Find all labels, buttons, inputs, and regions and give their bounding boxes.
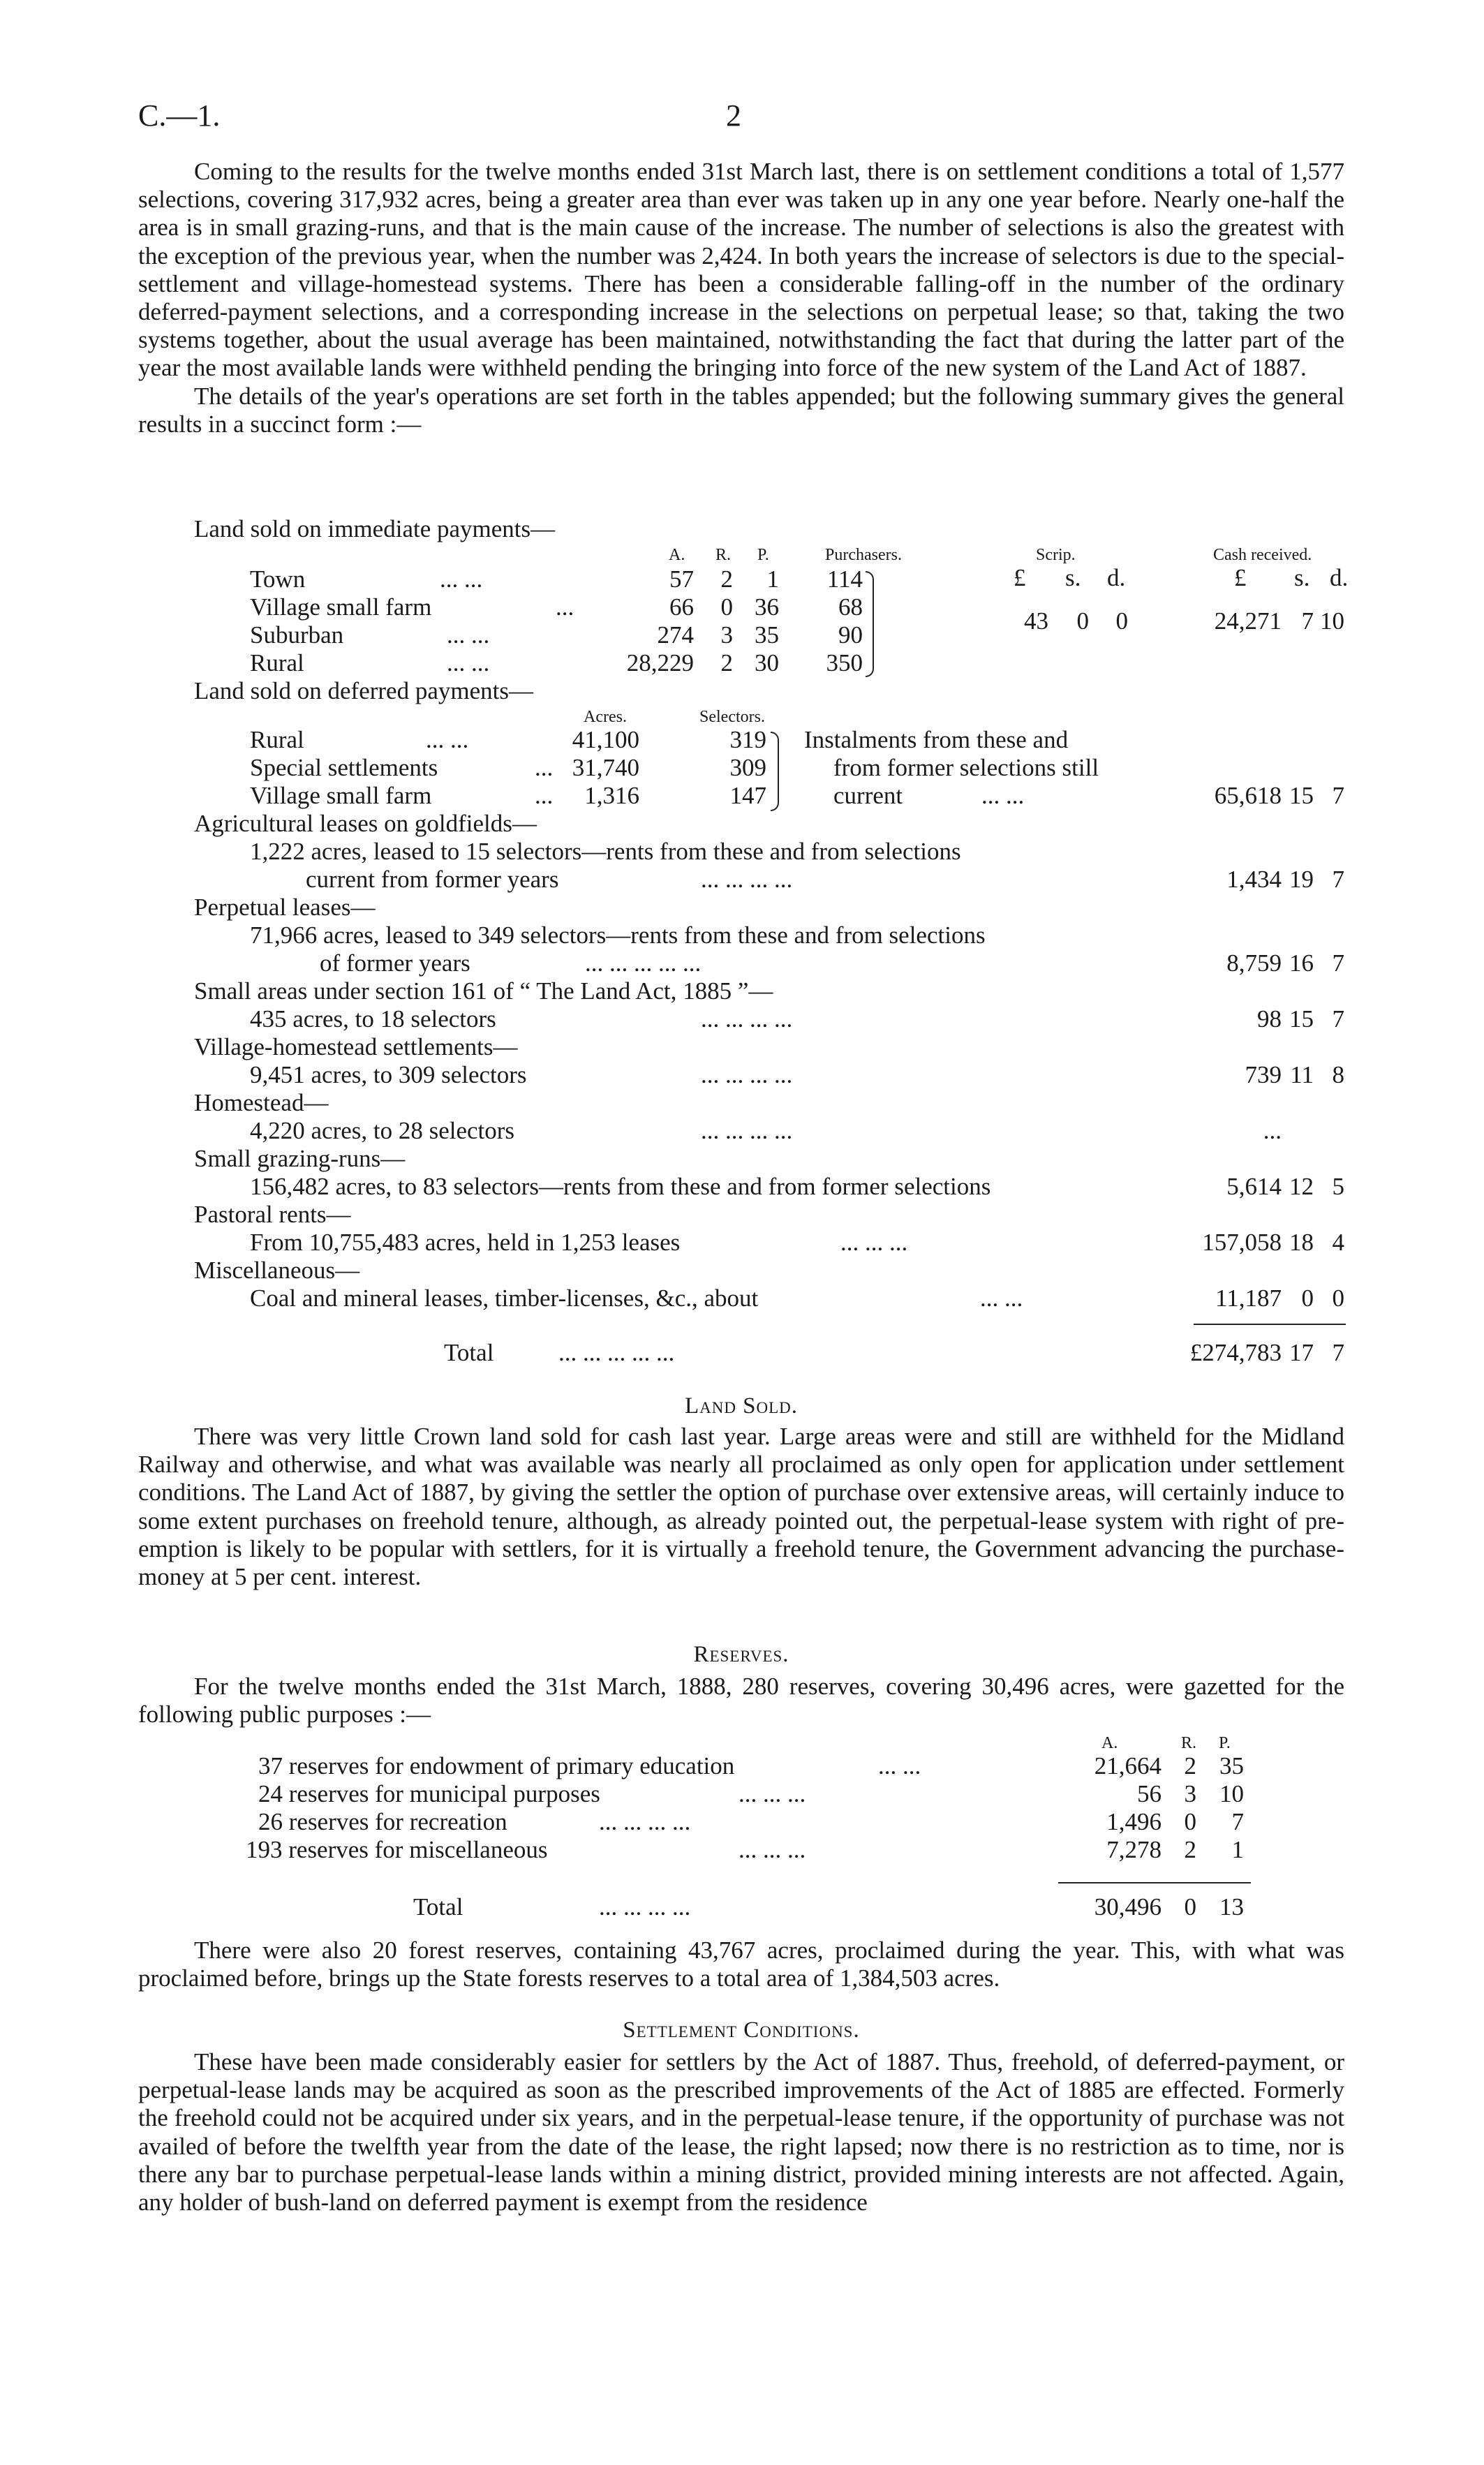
scrip-pound-symbol: £ (1014, 564, 1026, 591)
cash-pence: 4 (1332, 1229, 1344, 1256)
col-header-scrip: Scrip. (1036, 546, 1076, 564)
cash-shillings: 19 (1289, 866, 1314, 893)
settlement-paragraph: These have been made considerably easier for settlers by the Act of 1887. Thus, freehold, of deferred-payment, or perpetual-lease lands may be acquired as soon as the prescribed improvements of the Act of 1885 are effected. Formerly the freehold could not be acquired under six years, and in the perpetual-lease tenure, if the opportunity of purchase was not availed of before the twelfth year from the date of the lease, the right lapsed; now there is no restriction as to time, nor is there any bar to purchase perpetual-lease lands within a mining district, provided mining interests are not affected. Again, any holder of bush-land on deferred payment is exempt from the residence (138, 2048, 1344, 2216)
col-header-r: R. (715, 546, 732, 564)
leader-dots: ... ... ... ... ... (585, 949, 702, 977)
cash-shillings: 0 (1301, 1285, 1314, 1312)
perches-value: 30 (755, 649, 779, 676)
cash-pounds: 5,614 (1226, 1173, 1282, 1200)
perches-value: 1 (766, 565, 779, 593)
col-header-p: P. (1219, 1734, 1231, 1752)
leader-dots: ... ... ... (739, 1836, 806, 1863)
acres-value: 56 (1137, 1780, 1162, 1807)
table-row-label: Rural (250, 726, 304, 753)
perches-value: 36 (755, 593, 779, 621)
table-row-label: Town (250, 565, 306, 593)
total-rule (1058, 1882, 1251, 1883)
acres-value: 57 (669, 565, 694, 593)
acres-value: 1,496 (1106, 1808, 1162, 1835)
total-label: Total (413, 1893, 463, 1920)
item-heading: Small grazing-runs— (194, 1145, 406, 1172)
instalments-note-line-3: current (833, 782, 903, 809)
reserves-intro: For the twelve months ended the 31st March, 1888, 280 reserves, covering 30,496 acres, were gazetted for the following public purposes :— (138, 1673, 1344, 1729)
section-heading-reserves: Reserves. (693, 1642, 789, 1667)
cash-pounds: ... (1263, 1117, 1282, 1144)
cash-pounds: 24,271 (1214, 607, 1282, 635)
leader-dots: ... (535, 782, 554, 809)
intro-paragraph-2: The details of the year's operations are set forth in the tables appended; but the following summary gives the general results in a succinct form :— (138, 382, 1344, 438)
perches-value: 35 (1219, 1752, 1244, 1779)
roods-value: 3 (1184, 1780, 1196, 1807)
deferred-heading: Land sold on deferred payments— (194, 677, 533, 704)
cash-pence: 5 (1332, 1173, 1344, 1200)
acres-value: 7,278 (1106, 1836, 1162, 1863)
land-sold-paragraph: There was very little Crown land sold for cash last year. Large areas were and still are withheld for the Midland Railway and otherwise, and what was available was nearly all proclaimed as only open for application under settlement conditions. The Land Act of 1887, by giving the settler the option of purchase over extensive areas, will certainly induce to some extent purchases on freehold tenure, although, as already pointed out, the perpetual-lease system with right of pre-emption is likely to be popular with settlers, for it is virtually a freehold tenure, the Government advancing the purchase-money at 5 per cent. interest. (138, 1423, 1344, 1591)
perches-value: 10 (1219, 1780, 1244, 1807)
acres-value: 31,740 (572, 754, 639, 781)
acres-value: 66 (669, 593, 694, 621)
scrip-shillings: 0 (1076, 607, 1089, 635)
col-header-p: P. (757, 546, 769, 564)
cash-pence: 7 (1332, 1005, 1344, 1032)
item-line: 9,451 acres, to 309 selectors (250, 1061, 527, 1088)
cash-shillings: 7 (1301, 607, 1314, 635)
intro-section (138, 158, 1344, 438)
leader-dots: ... ... ... ... (701, 1005, 793, 1032)
roods-value: 3 (720, 621, 733, 649)
col-header-a: A. (1101, 1734, 1118, 1752)
cash-pounds: 98 (1257, 1005, 1282, 1032)
cash-pounds: 157,058 (1202, 1229, 1282, 1256)
item-line: From 10,755,483 acres, held in 1,253 leases (250, 1229, 681, 1256)
perches-value: 7 (1231, 1808, 1244, 1835)
section-heading-settlement-conditions: Settlement Conditions. (623, 2018, 860, 2043)
cash-pence: 0 (1332, 1285, 1344, 1312)
table-row-label: 24 reserves for municipal purposes (258, 1780, 600, 1807)
purchasers-value: 114 (826, 565, 863, 593)
col-header-acres: Acres. (584, 708, 627, 726)
item-line: current from former years (306, 866, 559, 893)
purchasers-value: 68 (838, 593, 863, 621)
perches-value: 35 (755, 621, 779, 649)
acres-value: 1,316 (584, 782, 639, 809)
cash-pounds: 1,434 (1226, 866, 1282, 893)
cash-pence: 7 (1332, 949, 1344, 977)
item-heading: Miscellaneous— (194, 1257, 360, 1284)
selectors-value: 147 (729, 782, 766, 809)
acres-value: 28,229 (626, 649, 694, 676)
leader-dots: ... ... ... ... (599, 1808, 691, 1835)
roods-value: 2 (1184, 1752, 1196, 1779)
item-line: Coal and mineral leases, timber-licenses, &c., about (250, 1285, 759, 1312)
leader-dots: ... ... ... ... (599, 1893, 691, 1920)
leader-dots: ... (535, 754, 554, 781)
item-line: of former years (320, 949, 470, 977)
scrip-pounds: 43 (1024, 607, 1048, 635)
instalments-note-line-2: from former selections still (833, 754, 1099, 781)
scrip-d-symbol: d. (1107, 564, 1126, 591)
roods-value: 2 (720, 565, 733, 593)
section-heading-land-sold: Land Sold. (684, 1393, 799, 1419)
cash-pounds: 739 (1245, 1061, 1282, 1088)
cash-pounds: 65,618 (1214, 782, 1282, 809)
cash-s-symbol: s. (1294, 564, 1310, 591)
forest-reserves-block (138, 1937, 1344, 1992)
acres-value: 274 (657, 621, 694, 649)
purchasers-value: 350 (826, 649, 863, 676)
col-header-purchasers: Purchasers. (825, 546, 902, 564)
table-row-label: Suburban (250, 621, 344, 649)
acres-value: 21,664 (1094, 1752, 1162, 1779)
cash-pence: 10 (1320, 607, 1344, 635)
cash-pounds: 8,759 (1226, 949, 1282, 977)
table-row-label: Special settlements (250, 754, 438, 781)
total-roods: 0 (1184, 1893, 1196, 1920)
table-row-label: Rural (250, 649, 304, 676)
leader-dots: ... ... ... ... (701, 1117, 793, 1144)
cash-shillings: 15 (1289, 1005, 1314, 1032)
item-heading: Village-homestead settlements— (194, 1033, 518, 1060)
page-identifier: C.—1. (138, 98, 221, 133)
total-pence: 7 (1332, 1339, 1344, 1366)
perches-value: 1 (1231, 1836, 1244, 1863)
leader-dots: ... ... (447, 621, 490, 649)
item-heading: Perpetual leases— (194, 894, 376, 921)
cash-shillings: 16 (1289, 949, 1314, 977)
cash-pence: 7 (1332, 866, 1344, 893)
cash-pence: 8 (1332, 1061, 1344, 1088)
page-number: 2 (726, 98, 741, 133)
total-label: Total (444, 1339, 494, 1366)
instalments-note-line-1: Instalments from these and (804, 726, 1069, 753)
cash-shillings: 18 (1289, 1229, 1314, 1256)
total-acres: 30,496 (1094, 1893, 1162, 1920)
table-row-label: Village small farm (250, 782, 432, 809)
cash-pence: 7 (1332, 782, 1344, 809)
item-heading: Pastoral rents— (194, 1201, 351, 1228)
cash-pounds: 11,187 (1215, 1285, 1282, 1312)
settlement-section (138, 2048, 1344, 2216)
item-line: 71,966 acres, leased to 349 selectors—rents from these and from selections (250, 921, 986, 949)
leader-dots: ... ... (878, 1752, 921, 1779)
item-heading: Small areas under section 161 of “ The Land Act, 1885 ”— (194, 977, 773, 1005)
cash-d-symbol: d. (1330, 564, 1349, 591)
total-pounds: £274,783 (1189, 1339, 1282, 1366)
item-heading: Agricultural leases on goldfields— (194, 810, 537, 837)
leader-dots: ... ... (426, 726, 469, 753)
leader-dots: ... ... (447, 649, 490, 676)
item-line: 156,482 acres, to 83 selectors—rents from these and from former selections (250, 1173, 991, 1200)
table-row-label: 26 reserves for recreation (258, 1808, 507, 1835)
item-line: 1,222 acres, leased to 15 selectors—rents from these and from selections (250, 838, 961, 865)
leader-dots: ... ... ... (739, 1780, 806, 1807)
immediate-heading: Land sold on immediate payments— (194, 515, 556, 542)
leader-dots: ... ... (980, 1285, 1023, 1312)
col-header-a: A. (669, 546, 685, 564)
right-brace (771, 732, 779, 811)
forest-reserves-paragraph: There were also 20 forest reserves, containing 43,767 acres, proclaimed during the year. This, with what was proclaimed before, brings up the State forests reserves to a total area of 1,384,503 acres. (138, 1937, 1344, 1992)
item-line: 435 acres, to 18 selectors (250, 1005, 496, 1032)
leader-dots: ... ... ... ... (701, 866, 793, 893)
item-line: 4,220 acres, to 28 selectors (250, 1117, 515, 1144)
acres-value: 41,100 (572, 726, 639, 753)
leader-dots: ... ... ... ... ... (558, 1339, 675, 1366)
cash-pound-symbol: £ (1234, 564, 1247, 591)
scrip-s-symbol: s. (1065, 564, 1081, 591)
col-header-r: R. (1181, 1734, 1197, 1752)
leader-dots: ... ... (440, 565, 483, 593)
cash-shillings: 11 (1290, 1061, 1314, 1088)
leader-dots: ... (556, 593, 574, 621)
total-perches: 13 (1219, 1893, 1244, 1920)
roods-value: 2 (1184, 1836, 1196, 1863)
purchasers-value: 90 (838, 621, 863, 649)
table-row-label: Village small farm (250, 593, 432, 621)
table-row-label: 193 reserves for miscellaneous (246, 1836, 548, 1863)
col-header-cash: Cash received. (1213, 546, 1312, 564)
selectors-value: 309 (729, 754, 766, 781)
item-heading: Homestead— (194, 1089, 329, 1116)
leader-dots: ... ... ... (840, 1229, 908, 1256)
total-shillings: 17 (1289, 1339, 1314, 1366)
land-sold-section (138, 1423, 1344, 1591)
table-row-label: 37 reserves for endowment of primary education (258, 1752, 735, 1779)
right-brace (866, 571, 874, 677)
total-rule (1194, 1324, 1346, 1325)
col-header-selectors: Selectors. (699, 708, 765, 726)
selectors-value: 319 (729, 726, 766, 753)
reserves-intro-block (138, 1673, 1344, 1729)
roods-value: 0 (1184, 1808, 1196, 1835)
intro-paragraph-1: Coming to the results for the twelve months ended 31st March last, there is on settlement conditions a total of 1,577 selections, covering 317,932 acres, being a greater area than ever was taken up in any one year before. Nearly one-half the area is in small grazing-runs, and that is the main cause of the increase. The number of selections is also the greatest with the exception of the previous year, when the number was 2,424. In both years the increase of selectors is due to the special-settlement and village-homestead systems. There has been a considerable falling-off in the number of the ordinary deferred-payment selections, and a corresponding increase in the selections on perpetual lease; so that, taking the two systems together, about the usual average has been maintained, notwithstanding the fact that during the latter part of the year the most available lands were withheld pending the bringing into force of the new system of the Land Act of 1887. (138, 158, 1344, 382)
scrip-pence: 0 (1115, 607, 1128, 635)
cash-shillings: 15 (1289, 782, 1314, 809)
roods-value: 0 (720, 593, 733, 621)
leader-dots: ... ... ... ... (701, 1061, 793, 1088)
cash-shillings: 12 (1289, 1173, 1314, 1200)
leader-dots: ... ... (981, 782, 1025, 809)
roods-value: 2 (720, 649, 733, 676)
